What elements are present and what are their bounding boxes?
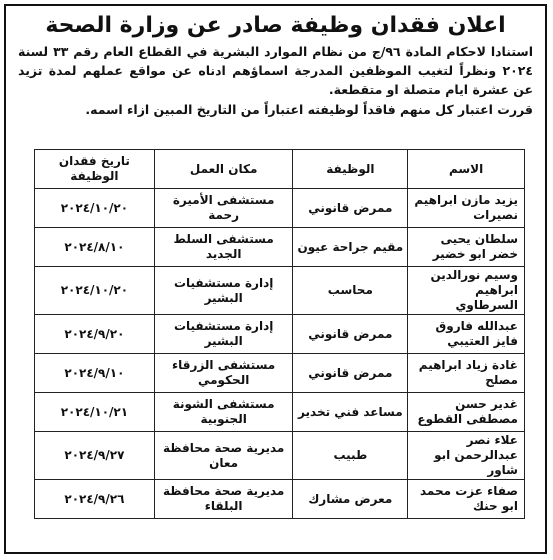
table-row [35, 228, 525, 267]
cell-loss-date: ٢٠٢٤/١٠/٢٠ [35, 189, 155, 228]
cell-name: غادة زياد ابراهيم مصلح [408, 354, 525, 393]
header-loss-date: تاريخ فقدان الوظيفة [35, 150, 155, 189]
cell-workplace: مستشفى الزرقاء الحكومي [154, 354, 293, 393]
cell-job: ممرض قانوني [293, 315, 408, 354]
table-row [35, 315, 525, 354]
table-row [35, 189, 525, 228]
cell-loss-date: ٢٠٢٤/٩/١٠ [35, 354, 155, 393]
cell-loss-date: ٢٠٢٤/٨/١٠ [35, 228, 155, 267]
cell-job: محاسب [293, 267, 408, 315]
notice-title: اعلان فقدان وظيفة صادر عن وزارة الصحة [45, 13, 506, 38]
cell-name: غدير حسن مصطفى القطوع [408, 393, 525, 432]
table-row [35, 267, 525, 315]
notice-decision-paragraph: قررت اعتبار كل منهم فاقداً لوظيفته اعتباراً من التاريخ المبين ازاء اسمه. [85, 102, 533, 117]
cell-name: صفاء عزت محمد ابو حنك [408, 480, 525, 519]
table-row [35, 480, 525, 519]
cell-name: سلطان يحيى خضر ابو خضير [408, 228, 525, 267]
table-row [35, 393, 525, 432]
table-header-row [35, 150, 525, 189]
cell-loss-date: ٢٠٢٤/٩/٢٠ [35, 315, 155, 354]
cell-workplace: مستشفى الأميرة رحمة [154, 189, 293, 228]
cell-job: مساعد فني تخدير [293, 393, 408, 432]
cell-name: يزيد مازن ابراهيم نصيرات [408, 189, 525, 228]
cell-job: ممرض قانوني [293, 354, 408, 393]
cell-name: وسيم نورالدين ابراهيم السرطاوي [408, 267, 525, 315]
employees-table [34, 149, 525, 519]
cell-workplace: مستشفى الشونة الجنوبية [154, 393, 293, 432]
cell-job: معرض مشارك [293, 480, 408, 519]
cell-job: مقيم جراحة عيون [293, 228, 408, 267]
cell-workplace: إدارة مستشفيات البشير [154, 267, 293, 315]
cell-loss-date: ٢٠٢٤/٩/٢٦ [35, 480, 155, 519]
cell-loss-date: ٢٠٢٤/١٠/٢١ [35, 393, 155, 432]
cell-job: ممرض قانوني [293, 189, 408, 228]
cell-job: طبيب [293, 432, 408, 480]
header-name: الاسم [408, 150, 525, 189]
cell-workplace: مستشفى السلط الجديد [154, 228, 293, 267]
table-row [35, 354, 525, 393]
cell-workplace: إدارة مستشفيات البشير [154, 315, 293, 354]
cell-name: عبدالله فاروق فايز العتيبي [408, 315, 525, 354]
header-workplace: مكان العمل [154, 150, 293, 189]
cell-loss-date: ٢٠٢٤/١٠/٢٠ [35, 267, 155, 315]
cell-name: علاء نصر عبدالرحمن ابو شاور [408, 432, 525, 480]
table-row [35, 432, 525, 480]
cell-loss-date: ٢٠٢٤/٩/٢٧ [35, 432, 155, 480]
header-job: الوظيفة [293, 150, 408, 189]
cell-workplace: مديرية صحة محافظة البلقاء [154, 480, 293, 519]
cell-workplace: مديرية صحة محافظة معان [154, 432, 293, 480]
notice-intro-paragraph: استنادا لاحكام المادة ٩٦/ج من نظام الموارد البشرية في القطاع العام رقم ٣٣ لسنة ٢٠٢٤ ونظراً لتغيب الموظفين المدرجة اسماؤهم ادناه عن مواقع عملهم لمدة تزيد عن عشرة ايام متصلة او متقطعة. [18, 44, 534, 97]
job-loss-notice [4, 4, 547, 554]
